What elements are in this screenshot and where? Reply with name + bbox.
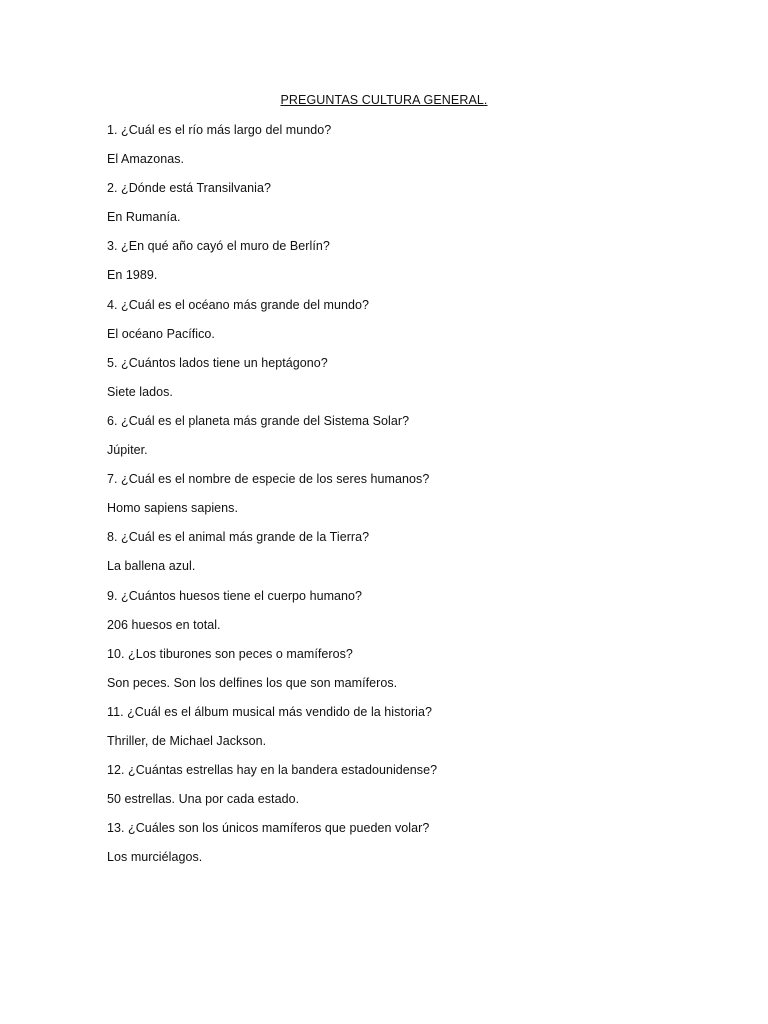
question-9: 9. ¿Cuántos huesos tiene el cuerpo humano?	[107, 588, 363, 603]
question-2: 2. ¿Dónde está Transilvania?	[107, 181, 271, 196]
question-3: 3. ¿En qué año cayó el muro de Berlín?	[107, 239, 330, 254]
answer-2: En Rumanía.	[107, 210, 181, 225]
question-6: 6. ¿Cuál es el planeta más grande del Sistema Solar?	[107, 413, 410, 428]
question-7: 7. ¿Cuál es el nombre de especie de los seres humanos?	[107, 472, 430, 487]
question-11: 11. ¿Cuál es el álbum musical más vendido de la historia?	[107, 704, 432, 719]
answer-7: Homo sapiens sapiens.	[107, 501, 238, 516]
answer-13: Los murciélagos.	[107, 850, 203, 865]
answer-3: En 1989.	[107, 268, 158, 283]
question-5: 5. ¿Cuántos lados tiene un heptágono?	[107, 355, 328, 370]
qa-list	[107, 122, 727, 878]
answer-10: Son peces. Son los delfines los que son mamíferos.	[107, 675, 398, 690]
question-12: 12. ¿Cuántas estrellas hay en la bandera estadounidense?	[107, 763, 438, 778]
answer-8: La ballena azul.	[107, 559, 196, 574]
answer-4: El océano Pacífico.	[107, 326, 215, 341]
question-10: 10. ¿Los tiburones son peces o mamíferos?	[107, 646, 353, 661]
question-13: 13. ¿Cuáles son los únicos mamíferos que pueden volar?	[107, 821, 430, 836]
answer-5: Siete lados.	[107, 384, 173, 399]
answer-12: 50 estrellas. Una por cada estado.	[107, 792, 300, 807]
answer-11: Thriller, de Michael Jackson.	[107, 733, 267, 748]
question-4: 4. ¿Cuál es el océano más grande del mundo?	[107, 297, 370, 312]
answer-1: El Amazonas.	[107, 152, 185, 167]
document-title: PREGUNTAS CULTURA GENERAL.	[280, 93, 488, 107]
answer-9: 206 huesos en total.	[107, 617, 221, 632]
question-1: 1. ¿Cuál es el río más largo del mundo?	[107, 123, 332, 137]
question-8: 8. ¿Cuál es el animal más grande de la Tierra?	[107, 530, 370, 545]
answer-6: Júpiter.	[107, 443, 148, 458]
